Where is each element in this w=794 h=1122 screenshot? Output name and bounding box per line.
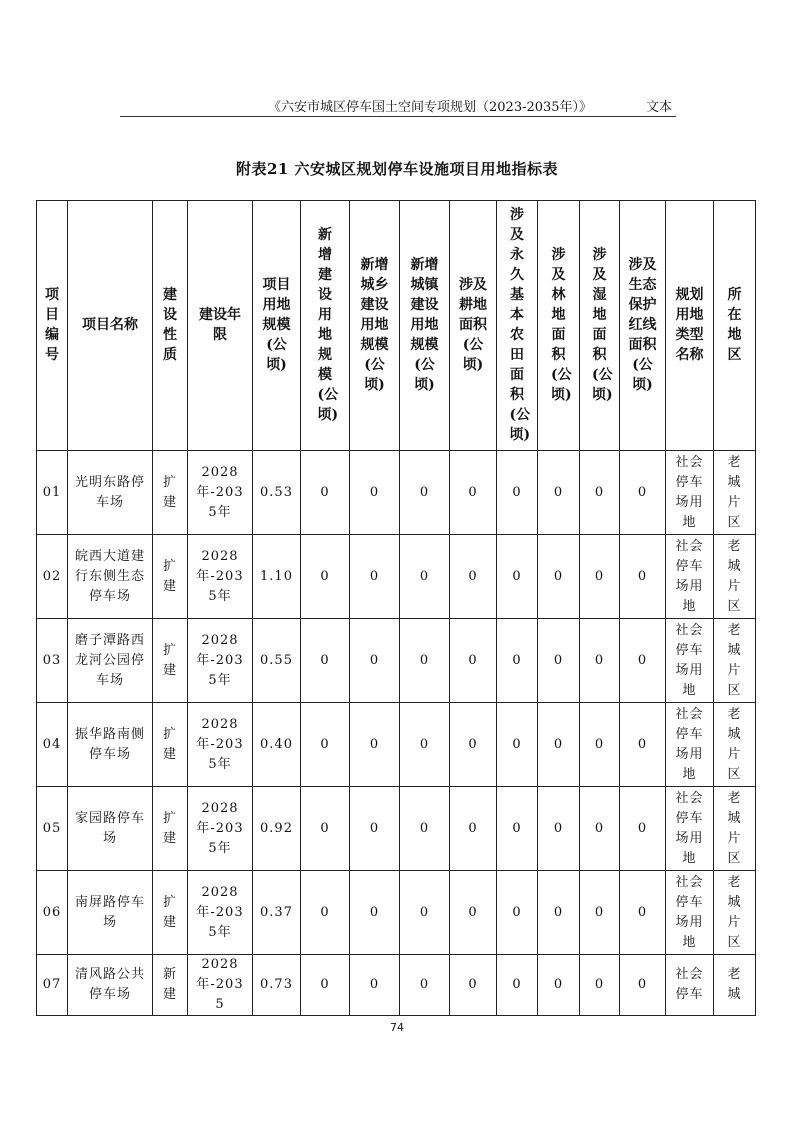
cell-area: 0.37 xyxy=(253,871,301,955)
cell-nature: 扩建 xyxy=(153,703,188,787)
cell-years: 2028年-2035年 xyxy=(188,451,253,535)
table-header-row xyxy=(37,201,756,451)
col-header: 所在地区 xyxy=(714,201,756,451)
cell-area: 0.73 xyxy=(253,955,301,1016)
cell-years: 2028年-2035年 xyxy=(188,703,253,787)
cell-v6: 0 xyxy=(538,535,580,619)
col-header: 项目用地规模(公顷) xyxy=(253,201,301,451)
cell-v7: 0 xyxy=(580,787,620,871)
table-row xyxy=(37,451,756,535)
cell-v5: 0 xyxy=(497,619,538,703)
cell-years: 2028年-2035年 xyxy=(188,535,253,619)
cell-no: 03 xyxy=(37,619,68,703)
cell-v8: 0 xyxy=(620,703,666,787)
header-section-label: 文本 xyxy=(645,100,672,115)
cell-v5: 0 xyxy=(497,955,538,1016)
cell-v5: 0 xyxy=(497,535,538,619)
col-header: 涉及耕地面积(公顷) xyxy=(450,201,497,451)
cell-v2: 0 xyxy=(350,703,400,787)
cell-v1: 0 xyxy=(301,619,350,703)
table-row xyxy=(37,619,756,703)
cell-v1: 0 xyxy=(301,955,350,1016)
cell-v1: 0 xyxy=(301,703,350,787)
cell-v6: 0 xyxy=(538,787,580,871)
cell-landtype: 社会停车场用地 xyxy=(666,451,714,535)
cell-v3: 0 xyxy=(400,871,450,955)
cell-v4: 0 xyxy=(450,451,497,535)
cell-v2: 0 xyxy=(350,787,400,871)
cell-v5: 0 xyxy=(497,451,538,535)
cell-v5: 0 xyxy=(497,703,538,787)
cell-v8: 0 xyxy=(620,619,666,703)
table-row xyxy=(37,787,756,871)
cell-landtype: 社会停车场用地 xyxy=(666,787,714,871)
cell-v6: 0 xyxy=(538,871,580,955)
cell-v7: 0 xyxy=(580,703,620,787)
cell-name: 磨子潭路西龙河公园停车场 xyxy=(68,619,153,703)
page-number: 74 xyxy=(390,1021,404,1034)
cell-v3: 0 xyxy=(400,451,450,535)
cell-v7: 0 xyxy=(580,619,620,703)
cell-nature: 扩建 xyxy=(153,451,188,535)
cell-landtype: 社会停车场用地 xyxy=(666,871,714,955)
col-header: 新增城镇建设用地规模(公顷) xyxy=(400,201,450,451)
cell-v3: 0 xyxy=(400,535,450,619)
cell-district: 老城片区 xyxy=(714,703,756,787)
cell-no: 07 xyxy=(37,955,68,1016)
cell-nature: 扩建 xyxy=(153,535,188,619)
cell-name: 光明东路停车场 xyxy=(68,451,153,535)
col-header: 规划用地类型名称 xyxy=(666,201,714,451)
col-header: 涉及林地面积(公顷) xyxy=(538,201,580,451)
col-header: 项目名称 xyxy=(68,201,153,451)
table-row xyxy=(37,535,756,619)
cell-area: 0.92 xyxy=(253,787,301,871)
cell-v4: 0 xyxy=(450,703,497,787)
cell-district: 老城片区 xyxy=(714,535,756,619)
table-row xyxy=(37,871,756,955)
cell-name: 振华路南侧停车场 xyxy=(68,703,153,787)
col-header: 涉及永久基本农田面积(公顷) xyxy=(497,201,538,451)
col-header: 新增城乡建设用地规模(公顷) xyxy=(350,201,400,451)
cell-years: 2028年-2035年 xyxy=(188,871,253,955)
cell-v8: 0 xyxy=(620,871,666,955)
cell-name: 清风路公共停车场 xyxy=(68,955,153,1016)
cell-years: 2028年-2035年 xyxy=(188,787,253,871)
cell-v8: 0 xyxy=(620,787,666,871)
col-header: 建设性质 xyxy=(153,201,188,451)
cell-no: 01 xyxy=(37,451,68,535)
cell-v5: 0 xyxy=(497,871,538,955)
cell-v6: 0 xyxy=(538,619,580,703)
cell-nature: 新建 xyxy=(153,955,188,1016)
cell-v6: 0 xyxy=(538,955,580,1016)
cell-v2: 0 xyxy=(350,451,400,535)
cell-v8: 0 xyxy=(620,955,666,1016)
cell-no: 06 xyxy=(37,871,68,955)
cell-name: 皖西大道建行东侧生态停车场 xyxy=(68,535,153,619)
cell-district: 老城片区 xyxy=(714,451,756,535)
cell-district: 老城片区 xyxy=(714,787,756,871)
cell-v8: 0 xyxy=(620,535,666,619)
cell-v3: 0 xyxy=(400,703,450,787)
cell-district: 老城片区 xyxy=(714,619,756,703)
col-header: 涉及湿地面积(公顷) xyxy=(580,201,620,451)
col-header: 新增建设用地规模(公顷) xyxy=(301,201,350,451)
cell-no: 05 xyxy=(37,787,68,871)
cell-v4: 0 xyxy=(450,535,497,619)
cell-v6: 0 xyxy=(538,703,580,787)
table-row xyxy=(37,955,756,1016)
cell-area: 0.53 xyxy=(253,451,301,535)
cell-landtype: 社会停车场用地 xyxy=(666,619,714,703)
cell-no: 02 xyxy=(37,535,68,619)
cell-nature: 扩建 xyxy=(153,871,188,955)
cell-v1: 0 xyxy=(301,787,350,871)
cell-v3: 0 xyxy=(400,787,450,871)
cell-district: 老城 xyxy=(714,955,756,1016)
cell-nature: 扩建 xyxy=(153,619,188,703)
cell-district: 老城片区 xyxy=(714,871,756,955)
land-use-index-table xyxy=(36,200,756,1016)
cell-name: 家园路停车场 xyxy=(68,787,153,871)
table-caption: 附表21 六安城区规划停车设施项目用地指标表 xyxy=(235,160,559,178)
table-row xyxy=(37,703,756,787)
cell-landtype: 社会停车场用地 xyxy=(666,703,714,787)
cell-v4: 0 xyxy=(450,787,497,871)
document-title: 《六安市城区停车国土空间专项规划（2023-2035年）》 xyxy=(268,100,593,115)
col-header: 建设年限 xyxy=(188,201,253,451)
cell-v1: 0 xyxy=(301,871,350,955)
cell-v4: 0 xyxy=(450,871,497,955)
col-header: 涉及生态保护红线面积(公顷) xyxy=(620,201,666,451)
cell-v7: 0 xyxy=(580,871,620,955)
cell-name: 南屏路停车场 xyxy=(68,871,153,955)
cell-v7: 0 xyxy=(580,955,620,1016)
cell-area: 0.40 xyxy=(253,703,301,787)
cell-v2: 0 xyxy=(350,535,400,619)
cell-landtype: 社会停车 xyxy=(666,955,714,1016)
cell-years: 2028年-2035 xyxy=(188,955,253,1016)
cell-v4: 0 xyxy=(450,955,497,1016)
cell-v2: 0 xyxy=(350,619,400,703)
page-header xyxy=(120,94,676,117)
cell-v7: 0 xyxy=(580,535,620,619)
cell-area: 1.10 xyxy=(253,535,301,619)
cell-v2: 0 xyxy=(350,871,400,955)
cell-v1: 0 xyxy=(301,451,350,535)
cell-years: 2028年-2035年 xyxy=(188,619,253,703)
cell-no: 04 xyxy=(37,703,68,787)
cell-v6: 0 xyxy=(538,451,580,535)
cell-area: 0.55 xyxy=(253,619,301,703)
cell-v1: 0 xyxy=(301,535,350,619)
cell-v5: 0 xyxy=(497,787,538,871)
cell-v8: 0 xyxy=(620,451,666,535)
cell-v3: 0 xyxy=(400,955,450,1016)
cell-nature: 扩建 xyxy=(153,787,188,871)
cell-v4: 0 xyxy=(450,619,497,703)
cell-v2: 0 xyxy=(350,955,400,1016)
cell-landtype: 社会停车场用地 xyxy=(666,535,714,619)
col-header: 项目编号 xyxy=(37,201,68,451)
cell-v7: 0 xyxy=(580,451,620,535)
cell-v3: 0 xyxy=(400,619,450,703)
